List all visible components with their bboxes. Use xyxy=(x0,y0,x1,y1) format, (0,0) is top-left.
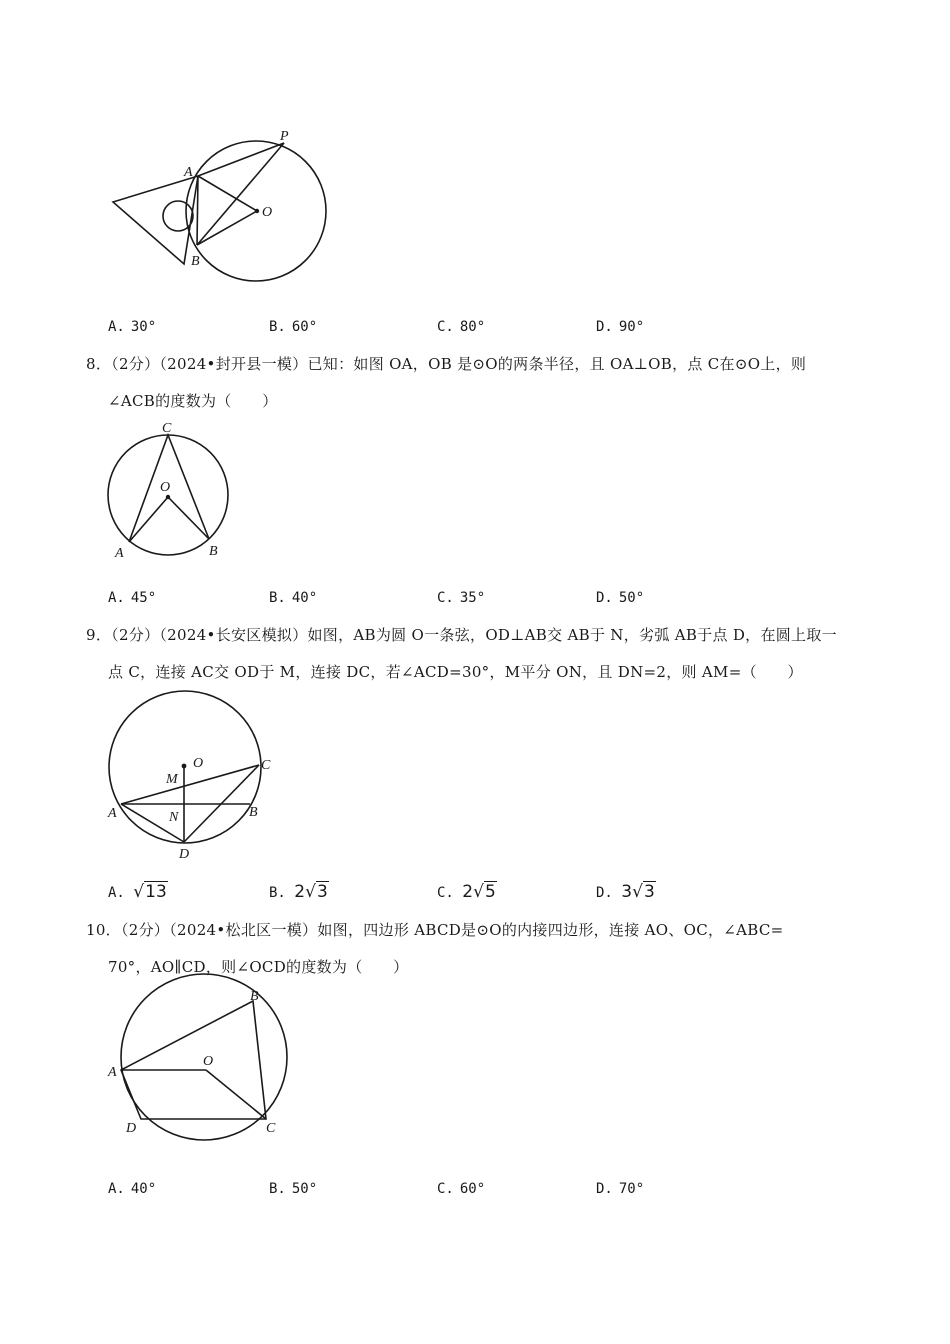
q8-label-c: C xyxy=(162,421,172,436)
q9-option-a[interactable]: A. √13 xyxy=(108,882,167,902)
q9-option-b-value: 2√3 xyxy=(294,882,328,902)
q7-option-b[interactable]: B. 60° xyxy=(269,319,318,335)
q8-stem-line1: 8．（2分）（2024•封开县一模）已知：如图 OA，OB 是⊙O的两条半径，且 OA⊥OB，点 C在⊙O上，则 xyxy=(86,355,807,373)
q10-option-a[interactable]: A. 40° xyxy=(108,1181,157,1197)
q10-option-c[interactable]: C. 60° xyxy=(437,1181,486,1197)
q7-small-circle xyxy=(163,201,193,231)
q8-option-c[interactable]: C. 35° xyxy=(437,590,486,606)
q8-center-dot xyxy=(166,495,170,499)
q9-figure xyxy=(100,685,280,865)
q10-option-d[interactable]: D. 70° xyxy=(596,1181,645,1197)
q9-label-d: D xyxy=(179,847,190,862)
q9-stem-line2: 点 C，连接 AC交 OD于 M，连接 DC，若∠ACD=30°，M平分 ON，且 DN=2，则 AM=（ ） xyxy=(108,663,803,681)
q8-label-a: A xyxy=(115,546,124,561)
q9-option-d[interactable]: D. 3√3 xyxy=(596,882,655,902)
q9-option-d-value: 3√3 xyxy=(621,882,655,902)
q9-label-o: O xyxy=(193,756,204,771)
q10-label-b: B xyxy=(250,989,259,1004)
q8-option-b[interactable]: B. 40° xyxy=(269,590,318,606)
q9-option-b[interactable]: B. 2√3 xyxy=(269,882,328,902)
q7-segment-ap xyxy=(198,143,284,176)
q9-center-dot xyxy=(182,764,187,769)
q9-stem-line1: 9．（2分）（2024•长安区模拟）如图，AB为圆 O一条弦，OD⊥AB交 AB于 N，劣弧 AB于点 D，在圆上取一 xyxy=(86,626,837,644)
q10-stem-line1: 10．（2分）（2024•松北区一模）如图，四边形 ABCD是⊙O的内接四边形，连接 AO、OC，∠ABC= xyxy=(86,921,784,939)
q10-label-a: A xyxy=(108,1065,117,1080)
q10-segment-oc xyxy=(206,1070,266,1119)
q7-center-dot xyxy=(255,209,259,213)
q8-label-o: O xyxy=(160,480,171,495)
q9-label-n: N xyxy=(169,810,179,825)
q9-chord-ac xyxy=(121,765,259,804)
q8-label-b: B xyxy=(209,544,218,559)
q8-figure xyxy=(100,415,240,565)
q8-radii xyxy=(129,497,209,542)
q9-option-c[interactable]: C. 2√5 xyxy=(437,882,496,902)
q7-label-b: B xyxy=(191,254,200,269)
q10-option-b[interactable]: B. 50° xyxy=(269,1181,318,1197)
q7-label-p: P xyxy=(280,129,289,144)
q7-label-o: O xyxy=(262,205,273,220)
q9-label-m: M xyxy=(166,772,178,787)
q10-label-o: O xyxy=(203,1054,214,1069)
q10-label-c: C xyxy=(266,1121,276,1136)
q10-figure xyxy=(100,980,300,1140)
q9-option-c-value: 2√5 xyxy=(462,882,496,902)
q9-label-c: C xyxy=(261,758,271,773)
q7-segment-ao xyxy=(198,176,257,211)
q9-label-b: B xyxy=(249,805,258,820)
q7-option-a[interactable]: A. 30° xyxy=(108,319,157,335)
q7-option-c[interactable]: C. 80° xyxy=(437,319,486,335)
q7-figure xyxy=(100,120,340,280)
q7-triangle xyxy=(113,176,198,264)
q7-label-a: A xyxy=(184,165,193,180)
q10-stem-line2: 70°，AO∥CD，则∠OCD的度数为（ ） xyxy=(108,958,409,976)
q7-segment-ab xyxy=(197,176,198,245)
q7-option-d[interactable]: D. 90° xyxy=(596,319,645,335)
q9-option-a-value: √13 xyxy=(133,882,167,902)
q7-segment-bo xyxy=(197,211,257,245)
q10-label-d: D xyxy=(126,1121,137,1136)
q8-option-d[interactable]: D. 50° xyxy=(596,590,645,606)
q9-label-a: A xyxy=(108,806,117,821)
q8-stem-line2: ∠ACB的度数为（ ） xyxy=(108,392,278,410)
q8-option-a[interactable]: A. 45° xyxy=(108,590,157,606)
